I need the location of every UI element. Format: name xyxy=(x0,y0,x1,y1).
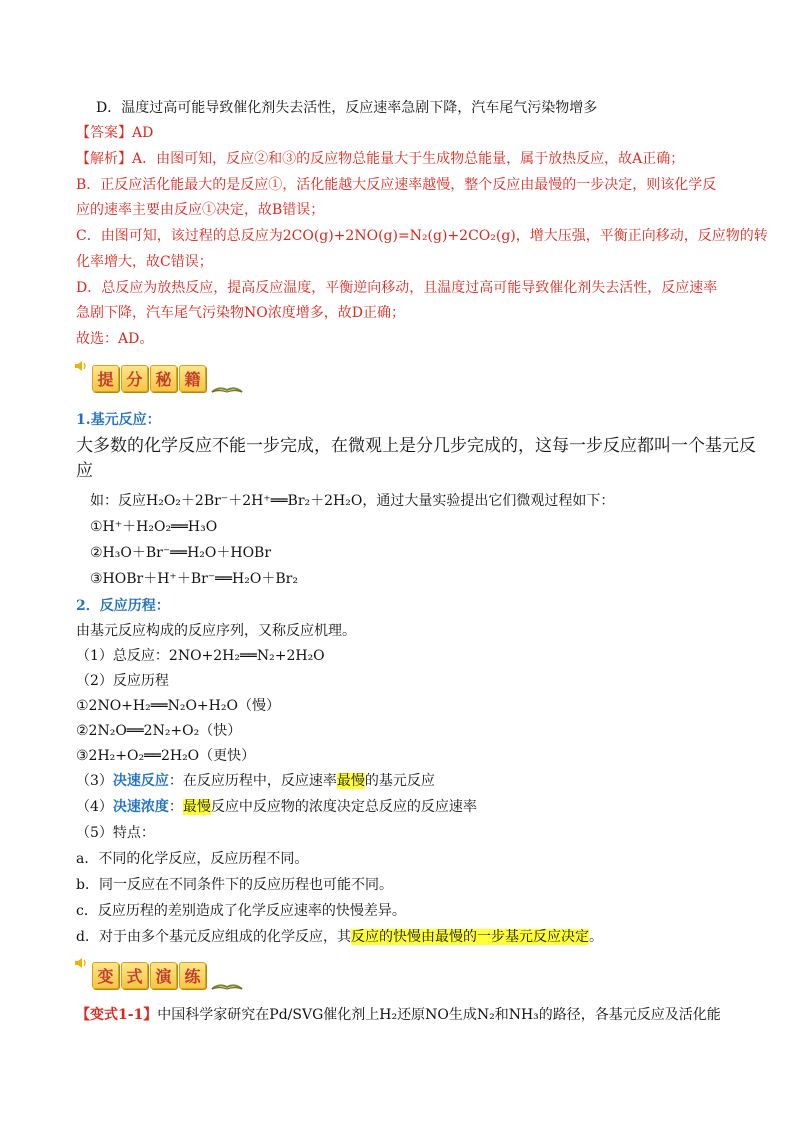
banner-char-1: 变 xyxy=(92,962,119,989)
analysis-line-3: 应的速率主要由反应①决定，故B错误； xyxy=(76,202,325,218)
item-4-text: 反应中反应物的浓度决定总反应的反应速率 xyxy=(210,799,477,815)
item-3-text-b: 的基元反应 xyxy=(364,773,435,789)
feature-b: b．同一反应在不同条件下的反应历程也可能不同。 xyxy=(76,877,393,893)
answer-tag: 【答案】 xyxy=(76,125,132,141)
item-3 xyxy=(76,771,435,791)
feature-d xyxy=(76,927,603,947)
option-d: D．温度过高可能导致催化剂失去活性，反应速率急剧下降，汽车尾气污染物增多 xyxy=(96,100,598,116)
section-2-intro: 由基元反应构成的反应序列，又称反应机理。 xyxy=(76,623,356,639)
banner-char-1: 提 xyxy=(92,365,119,392)
tips-banner xyxy=(74,358,244,398)
analysis-line-6: D．总反应为放热反应，提高反应温度，平衡逆向移动，且温度过高可能导致催化剂失去活性，反应速率 xyxy=(76,280,718,296)
banner-char-4: 练 xyxy=(179,962,206,989)
item-4-highlight: 最慢 xyxy=(182,799,211,815)
analysis-text-1: A．由图可知，反应②和③的反应物总能量大于生成物总能量，属于放热反应，故A正确； xyxy=(132,151,685,167)
speaker-icon xyxy=(74,360,88,372)
mechanism-step-2: ②2N₂O══2N₂+O₂（快） xyxy=(76,723,242,739)
feature-d-end: 。 xyxy=(588,929,603,945)
item-2: （2）反应历程 xyxy=(76,673,169,689)
banner-char-3: 演 xyxy=(150,962,177,989)
variant-text: 中国科学家研究在Pd/SVG催化剂上H₂还原NO生成N₂和NH₃的路径，各基元反应及活化能 xyxy=(157,1007,721,1023)
banner-char-3: 秘 xyxy=(150,365,177,392)
analysis-line-5: 化率增大，故C错误； xyxy=(76,254,213,270)
speaker-icon xyxy=(74,957,88,969)
step-3: ③HOBr＋H⁺＋Br⁻══H₂O＋Br₂ xyxy=(90,571,298,587)
item-3-highlight: 最慢 xyxy=(336,773,365,789)
variant-question xyxy=(76,1005,721,1025)
analysis-line-8: 故选：AD。 xyxy=(76,331,154,347)
book-icon xyxy=(210,378,244,394)
book-icon xyxy=(210,975,244,991)
step-2: ②H₃O＋Br⁻══H₂O＋HOBr xyxy=(90,545,272,561)
step-1: ①H⁺＋H₂O₂══H₃O xyxy=(90,519,218,535)
feature-d-highlight: 反应的快慢由最慢的一步基元反应决定 xyxy=(350,929,589,945)
mechanism-step-1: ①2NO+H₂══N₂O+H₂O（慢） xyxy=(76,698,280,714)
analysis-text-4b: ，增大压强，平衡正向移动，反应物的转 xyxy=(515,228,768,244)
mechanism-step-3: ③2H₂+O₂══2H₂O（更快） xyxy=(76,748,256,764)
variant-tag: 【变式1-1】 xyxy=(76,1007,158,1023)
example-line: 如：反应H₂O₂＋2Br⁻＋2H⁺══Br₂＋2H₂O，通过大量实验提出它们微观过程如下： xyxy=(90,493,615,509)
feature-d-text: d．对于由多个基元反应组成的化学反应，其 xyxy=(76,929,351,945)
item-1: （1）总反应：2NO+2H₂══N₂+2H₂O xyxy=(76,648,325,664)
banner-char-2: 分 xyxy=(121,365,148,392)
answer-value: AD xyxy=(132,125,154,141)
analysis-line-4 xyxy=(76,226,768,246)
item-4-term: 决速浓度 xyxy=(112,799,169,815)
section-1-title: 1.基元反应： xyxy=(76,412,161,428)
analysis-tag: 【解析】 xyxy=(76,151,132,167)
feature-c: c．反应历程的差别造成了化学反应速率的快慢差异。 xyxy=(76,903,406,919)
analysis-line-2: B．正反应活化能最大的是反应①，活化能越大反应速率越慢，整个反应由最慢的一步决定，则该化学反 xyxy=(76,177,717,193)
item-3-text-a: ：在反应历程中，反应速率 xyxy=(168,773,337,789)
item-5: （5）特点： xyxy=(76,825,155,841)
banner-char-4: 籍 xyxy=(179,365,206,392)
analysis-line-1 xyxy=(76,149,684,169)
feature-a: a．不同的化学反应，反应历程不同。 xyxy=(76,851,309,867)
item-4-colon: ： xyxy=(168,799,183,815)
answer-line xyxy=(76,123,153,143)
analysis-text-4a: C．由图可知，该过程的总反应为 xyxy=(76,228,283,244)
banner-char-2: 式 xyxy=(121,962,148,989)
item-4 xyxy=(76,797,477,817)
analysis-line-7: 急剧下降，汽车尾气污染物NO浓度增多，故D正确； xyxy=(76,305,405,321)
item-3-number: （3） xyxy=(76,773,113,789)
section-1-paragraph-1: 大多数的化学反应不能一步完成，在微观上是分几步完成的，这每一步反应都叫一个基元反 xyxy=(76,436,756,456)
item-3-term: 决速反应 xyxy=(112,773,169,789)
overall-equation: 2CO(g)+2NO(g)=N₂(g)+2CO₂(g) xyxy=(282,228,516,244)
practice-banner xyxy=(74,955,244,995)
section-1-paragraph-2: 应 xyxy=(76,461,93,481)
item-4-number: （4） xyxy=(76,799,113,815)
section-2-title: 2．反应历程： xyxy=(76,598,170,614)
